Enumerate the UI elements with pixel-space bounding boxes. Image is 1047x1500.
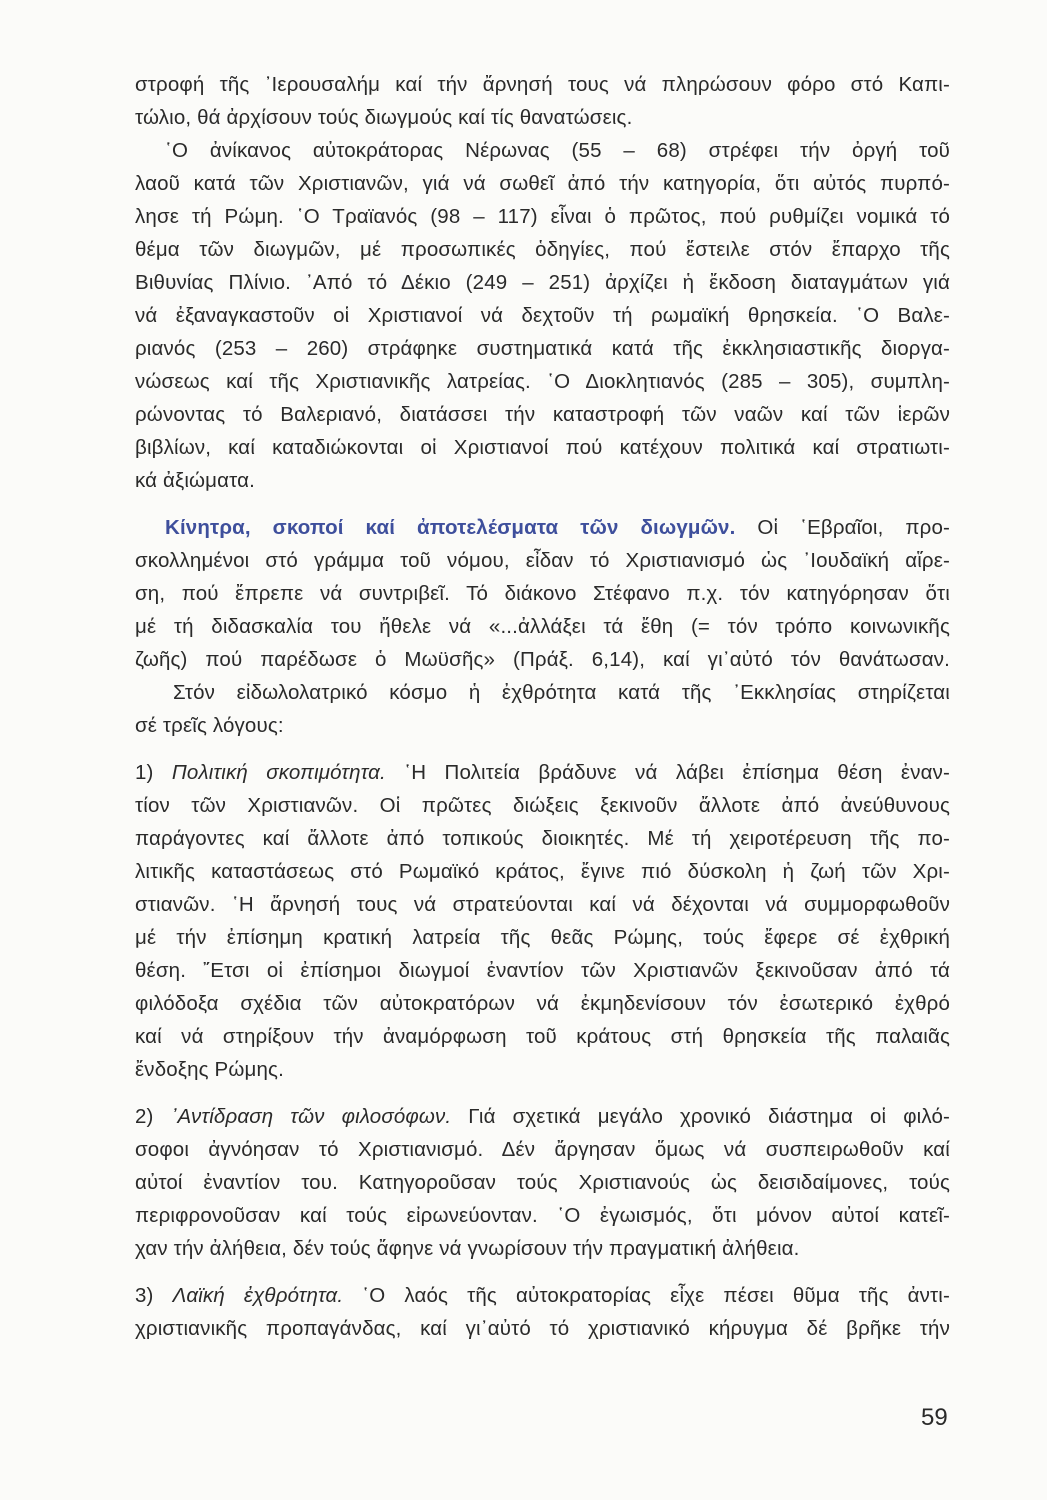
text-line: ῾Ο ἀνίκανος αὐτοκράτορας Νέρωνας (55 – 68) στρέφει τήν ὀργή τοῦ	[165, 139, 950, 162]
reason-title: Λαϊκή ἐχθρότητα.	[172, 1284, 344, 1307]
text-line: αὐτοί ἐναντίον του. Κατηγοροῦσαν τούς Χριστιανούς ὡς δεισιδαίμονες, τούς	[135, 1171, 950, 1194]
page-number: 59	[921, 1404, 948, 1431]
reason-number: 2)	[135, 1105, 154, 1128]
reason-political	[135, 756, 950, 1086]
text-line: ζωῆς) πού παρέδωσε ὁ Μωϋσῆς» (Πράξ. 6,14), καί γι᾿αὐτό τόν θανάτωσαν.	[135, 648, 950, 671]
text-line: ἔνδοξης Ρώμης.	[135, 1058, 284, 1081]
text-line: καί νά στηρίξουν τήν ἀναμόρφωση τοῦ κράτους στή θρησκεία τῆς παλαιᾶς	[135, 1025, 950, 1048]
text-line	[135, 1279, 950, 1312]
reason-line-rest: Γιά σχετικά μεγάλο χρονικό διάστημα οἱ φιλό-	[451, 1105, 950, 1128]
text-line: θέμα τῶν διωγμῶν, μέ προσωπικές ὁδηγίες, πού ἔστειλε στόν ἔπαρχο τῆς	[135, 238, 950, 261]
text-line: νώσεως καί τῆς Χριστιανικῆς λατρείας. ῾Ο Διοκλητιανός (285 – 305), συμπλη-	[135, 370, 950, 393]
section-heading: Κίνητρα, σκοποί καί ἀποτελέσματα τῶν διωγμῶν.	[165, 516, 736, 539]
text-line: μέ τήν ἐπίσημη κρατική λατρεία τῆς θεᾶς Ρώμης, τούς ἔφερε σέ ἐχθρική	[135, 926, 950, 949]
reason-title: ᾿Αντίδραση τῶν φιλοσόφων.	[170, 1105, 452, 1128]
text-line: στροφή τῆς ᾿Ιερουσαλήμ καί τήν ἄρνησή τους νά πληρώσουν φόρο στό Καπι-	[135, 73, 950, 96]
heading-line-rest: Οἱ ῾Εβραῖοι, προ-	[735, 516, 950, 539]
text-line: λησε τή Ρώμη. ῾Ο Τραϊανός (98 – 117) εἶναι ὁ πρῶτος, πού ρυθμίζει νομικά τό	[135, 205, 950, 228]
reason-philosophers	[135, 1100, 950, 1265]
text-line: περιφρονοῦσαν καί τούς εἰρωνεύονταν. ῾Ο ἐγωισμός, ὅτι μόνον αὐτοί κατεῖ-	[135, 1204, 950, 1227]
text-line: τίον τῶν Χριστιανῶν. Οἱ πρῶτες διώξεις ξεκινοῦν ἄλλοτε ἀπό ἀνεύθυνους	[135, 794, 950, 817]
text-line: Στόν εἰδωλολατρικό κόσμο ἡ ἐχθρότητα κατά τῆς ᾿Εκκλησίας στηρίζεται	[173, 681, 950, 704]
page-body	[135, 68, 950, 1345]
reason-number: 3)	[135, 1284, 154, 1307]
reason-title: Πολιτική σκοπιμότητα.	[171, 761, 386, 784]
text-line: παράγοντες καί ἄλλοτε ἀπό τοπικούς διοικητές. Μέ τή χειροτέρευση τῆς πο-	[135, 827, 950, 850]
paragraph-motives	[135, 511, 950, 676]
text-line: θέση. ῎Ετσι οἱ ἐπίσημοι διωγμοί ἐναντίον τῶν Χριστιανῶν ξεκινοῦσαν ἀπό τά	[135, 959, 950, 982]
paragraph-continuation	[135, 68, 950, 134]
text-line: κά ἀξιώματα.	[135, 469, 255, 492]
text-line: ση, πού ἔπρεπε νά συντριβεῖ. Τό διάκονο Στέφανο π.χ. τόν κατηγόρησαν ὅτι	[135, 582, 950, 605]
text-line: ριανός (253 – 260) στράφηκε συστηματικά κατά τῆς ἐκκλησιαστικῆς διοργα-	[135, 337, 950, 360]
text-line: νά ἐξαναγκαστοῦν οἱ Χριστιανοί νά δεχτοῦν τή ρωμαϊκή θρησκεία. ῾Ο Βαλε-	[135, 304, 950, 327]
text-line: λαοῦ κατά τῶν Χριστιανῶν, γιά νά σωθεῖ ἀπό τήν κατηγορία, ὅτι αὐτός πυρπό-	[135, 172, 950, 195]
text-line: λιτικῆς καταστάσεως στό Ρωμαϊκό κράτος, ἔγινε πιό δύσκολη ἡ ζωή τῶν Χρι-	[135, 860, 950, 883]
reason-line-rest: ῾Ο λαός τῆς αὐτοκρατορίας εἶχε πέσει θῦμα τῆς ἀντι-	[343, 1284, 950, 1307]
text-line	[135, 756, 950, 789]
text-line	[135, 511, 950, 544]
text-line: μέ τή διδασκαλία του ἤθελε νά «...ἀλλάξει τά ἔθη (= τόν τρόπο κοινωνικῆς	[135, 615, 950, 638]
text-line: σέ τρεῖς λόγους:	[135, 714, 284, 737]
reason-line-rest: ῾Η Πολιτεία βράδυνε νά λάβει ἐπίσημα θέση ἐναν-	[385, 761, 950, 784]
reason-popular-hostility	[135, 1279, 950, 1345]
reason-number: 1)	[135, 761, 154, 784]
text-line	[135, 1100, 950, 1133]
paragraph-emperors	[135, 134, 950, 497]
paragraph-three-reasons	[135, 676, 950, 742]
text-line: Βιθυνίας Πλίνιο. ᾿Από τό Δέκιο (249 – 251) ἀρχίζει ἡ ἔκδοση διαταγμάτων γιά	[135, 271, 950, 294]
text-line: ρώνοντας τό Βαλεριανό, διατάσσει τήν καταστροφή τῶν ναῶν καί τῶν ἱερῶν	[135, 403, 950, 426]
text-line: φιλόδοξα σχέδια τῶν αὐτοκρατόρων νά ἐκμηδενίσουν τόν ἐσωτερικό ἐχθρό	[135, 992, 950, 1015]
text-line: σοφοι ἀγνόησαν τό Χριστιανισμό. Δέν ἄργησαν ὅμως νά συσπειρωθοῦν καί	[135, 1138, 950, 1161]
text-line: στιανῶν. ῾Η ἄρνησή τους νά στρατεύονται καί νά δέχονται νά συμμορφωθοῦν	[135, 893, 950, 916]
text-line: τώλιο, θά ἀρχίσουν τούς διωγμούς καί τίς θανατώσεις.	[135, 106, 633, 129]
text-line: βιβλίων, καί καταδιώκονται οἱ Χριστιανοί πού κατέχουν πολιτικά καί στρατιωτι-	[135, 436, 950, 459]
text-line: χριστιανικῆς προπαγάνδας, καί γι᾿αὐτό τό χριστιανικό κήρυγμα δέ βρῆκε τήν	[135, 1317, 950, 1340]
text-line: σκολλημένοι στό γράμμα τοῦ νόμου, εἶδαν τό Χριστιανισμό ὡς ᾿Ιουδαϊκή αἵρε-	[135, 549, 950, 572]
text-line: χαν τήν ἀλήθεια, δέν τούς ἄφηνε νά γνωρίσουν τήν πραγματική ἀλήθεια.	[135, 1237, 800, 1260]
